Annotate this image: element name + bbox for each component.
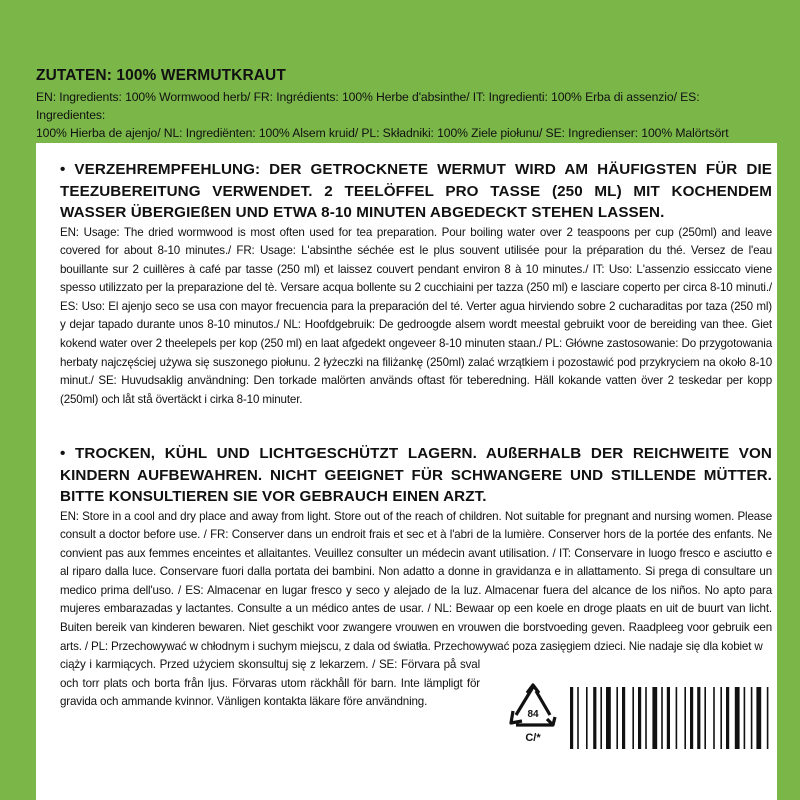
storage-section — [60, 443, 772, 712]
barcode-bar — [704, 687, 706, 749]
barcode-bar — [606, 687, 611, 749]
usage-section — [60, 159, 772, 409]
barcode-bar — [652, 687, 657, 749]
recycle-code: C/* — [525, 732, 541, 744]
barcode-bar — [735, 687, 740, 749]
barcode-bar — [593, 687, 596, 749]
ingredients-line-1: EN: Ingredients: 100% Wormwood herb/ FR: Ingrédients: 100% Herbe d'absinthe/ IT: Ingredienti: 100% Erba di assenzio/ ES: Ingredientes: — [36, 90, 700, 122]
ingredients-section — [36, 66, 766, 142]
barcode-bar — [661, 687, 663, 749]
barcode-bar — [645, 687, 647, 749]
barcode-bar — [638, 687, 641, 749]
barcode-bar — [577, 687, 579, 749]
usage-heading: • VERZEHREMPFEHLUNG: DER GETROCKNETE WERMUT WIRD AM HÄUFIGSTEN FÜR DIE TEEZUBEREITUNG VERWENDET. 2 TEELÖFFEL PRO TASSE (250 ML) MIT KOCHENDEM WASSER ÜBERGIEßEN UND ETWA 8-10 MINUTEN ABGEDECKT STEHEN LASSEN. — [60, 161, 772, 221]
barcode-bar — [586, 687, 588, 749]
barcode-bar — [667, 687, 670, 749]
barcode-bar — [616, 687, 618, 749]
barcode-bar — [622, 687, 625, 749]
barcode-bar — [751, 687, 753, 749]
usage-body: EN: Usage: The dried wormwood is most often used for tea preparation. Pour boiling water over 2 teaspoons per cup (250ml) and leave covered for about 8-10 minutes./ FR: Usage: L'absinthe séchée est le plus souvent utilisée pour la préparation du thé. Versez de l'eau bouillante sur 2 cuillères à café par tasse (250 ml) et laissez couvert pendant environ 8 à 10 minutes./ IT: Uso: L'assenzio essiccato viene spesso utilizzato per la preparazione del tè. Versare acqua bollente su 2 cucchiaini per tazza (250 ml) e lasciare coperto per circa 8-10 minuti./ ES: Uso: El ajenjo seco se usa con mayor frecuencia para la preparación del té. Verter agua hirviendo sobre 2 cucharaditas por taza (250 ml) y dejar tapado durante unos 8-10 minutos./ NL: Hoofdgebruik: De gedroogde alsem wordt meestal gebruikt voor de bereiding van thee. Giet kokend water over 2 theelepels per kop (250 ml) en laat afgedekt ongeveer 8-10 minuten staan./ PL: Główne zastosowanie: Do przygotowania herbaty najczęściej używa się suszonego piołunu. 2 łyżeczki na filiżankę (250ml) zalać wrzątkiem i pozostawić pod przykryciem na około 8-10 minut./ SE: Huvudsaklig användning: Den torkade malörten används oftast för teberedning. Häll kokande vatten över 2 teskedar per kopp (250ml) och låt stå övertäckt i cirka 8-10 minuter. — [60, 225, 772, 406]
barcode-bar — [570, 687, 573, 749]
storage-body-tail: ciąży i karmiących. Przed użyciem skonsultuj się z lekarzem. / SE: Förvara på sval och torr plats och borta från ljus. Förvaras utom räckhåll för barn. Inte lämpligt för gravida och ammande kvinnor. Vänligen kontakta läkare före användning. — [60, 658, 480, 709]
storage-heading: • TROCKEN, KÜHL UND LICHTGESCHÜTZT LAGERN. AUßERHALB DER REICHWEITE VON KINDERN AUFBEWAHREN. NICHT GEEIGNET FÜR SCHWANGERE UND STILLENDE MÜTTER. BITTE KONSULTIEREN SIE VOR GEBRAUCH EINEN ARZT. — [60, 445, 772, 505]
storage-body: EN: Store in a cool and dry place and away from light. Store out of the reach of children. Not suitable for pregnant and nursing women. Please consult a doctor before use. / FR: Conserver dans un endroit frais et sec et à l'abri de la lumière. Conserver hors de la portée des enfants. Ne convient pas aux femmes enceintes et allaitantes. Veuillez consulter un médecin avant utilisation. / IT: Conservare in luogo fresco e asciutto e al riparo dalla luce. Conservare fuori dalla portata dei bambini. Non adatto a donne in gravidanza e in allattamento. Si prega di consultare un medico prima dell'uso. / ES: Almacenar en lugar fresco y seco y alejado de la luz. Almacenar fuera del alcance de los niños. No apto para mujeres embarazadas y lactantes. Consulte a un médico antes de usar. / NL: Bewaar op een koele en droge plaats en uit de buurt van licht. Buiten bereik van kinderen bewaren. Niet geschikt voor zwangere vrouwen en vrouwen die borstvoeding geven. Raadpleeg voor gebruik een arts. / PL: Przechowywać w chłodnym i suchym miejscu, z dala od światła. Przechowywać poza zasięgiem dzieci. Nie nadaje się dla kobiet w — [60, 509, 772, 653]
recycle-number: 84 — [527, 709, 539, 720]
barcode-bar — [756, 687, 761, 749]
barcode-bar — [684, 687, 686, 749]
barcode-bar — [632, 687, 634, 749]
barcode-bar — [600, 687, 602, 749]
barcode-bar — [720, 687, 722, 749]
barcode-bar — [697, 687, 700, 749]
barcode — [568, 687, 774, 749]
label-panel — [36, 143, 777, 800]
barcode-bar — [744, 687, 746, 749]
ingredients-heading: ZUTATEN: 100% WERMUTKRAUT — [36, 67, 286, 84]
barcode-bar — [726, 687, 729, 749]
barcode-bar — [713, 687, 715, 749]
barcode-bar — [676, 687, 678, 749]
barcode-bar — [690, 687, 693, 749]
ingredients-line-2: 100% Hierba de ajenjo/ NL: Ingrediënten: 100% Alsem kruid/ PL: Składniki: 100% Ziele piołunu/ SE: Ingredienser: 100% Malörtsört — [36, 126, 729, 140]
recycle-icon — [503, 683, 563, 753]
barcode-bar — [767, 687, 769, 749]
